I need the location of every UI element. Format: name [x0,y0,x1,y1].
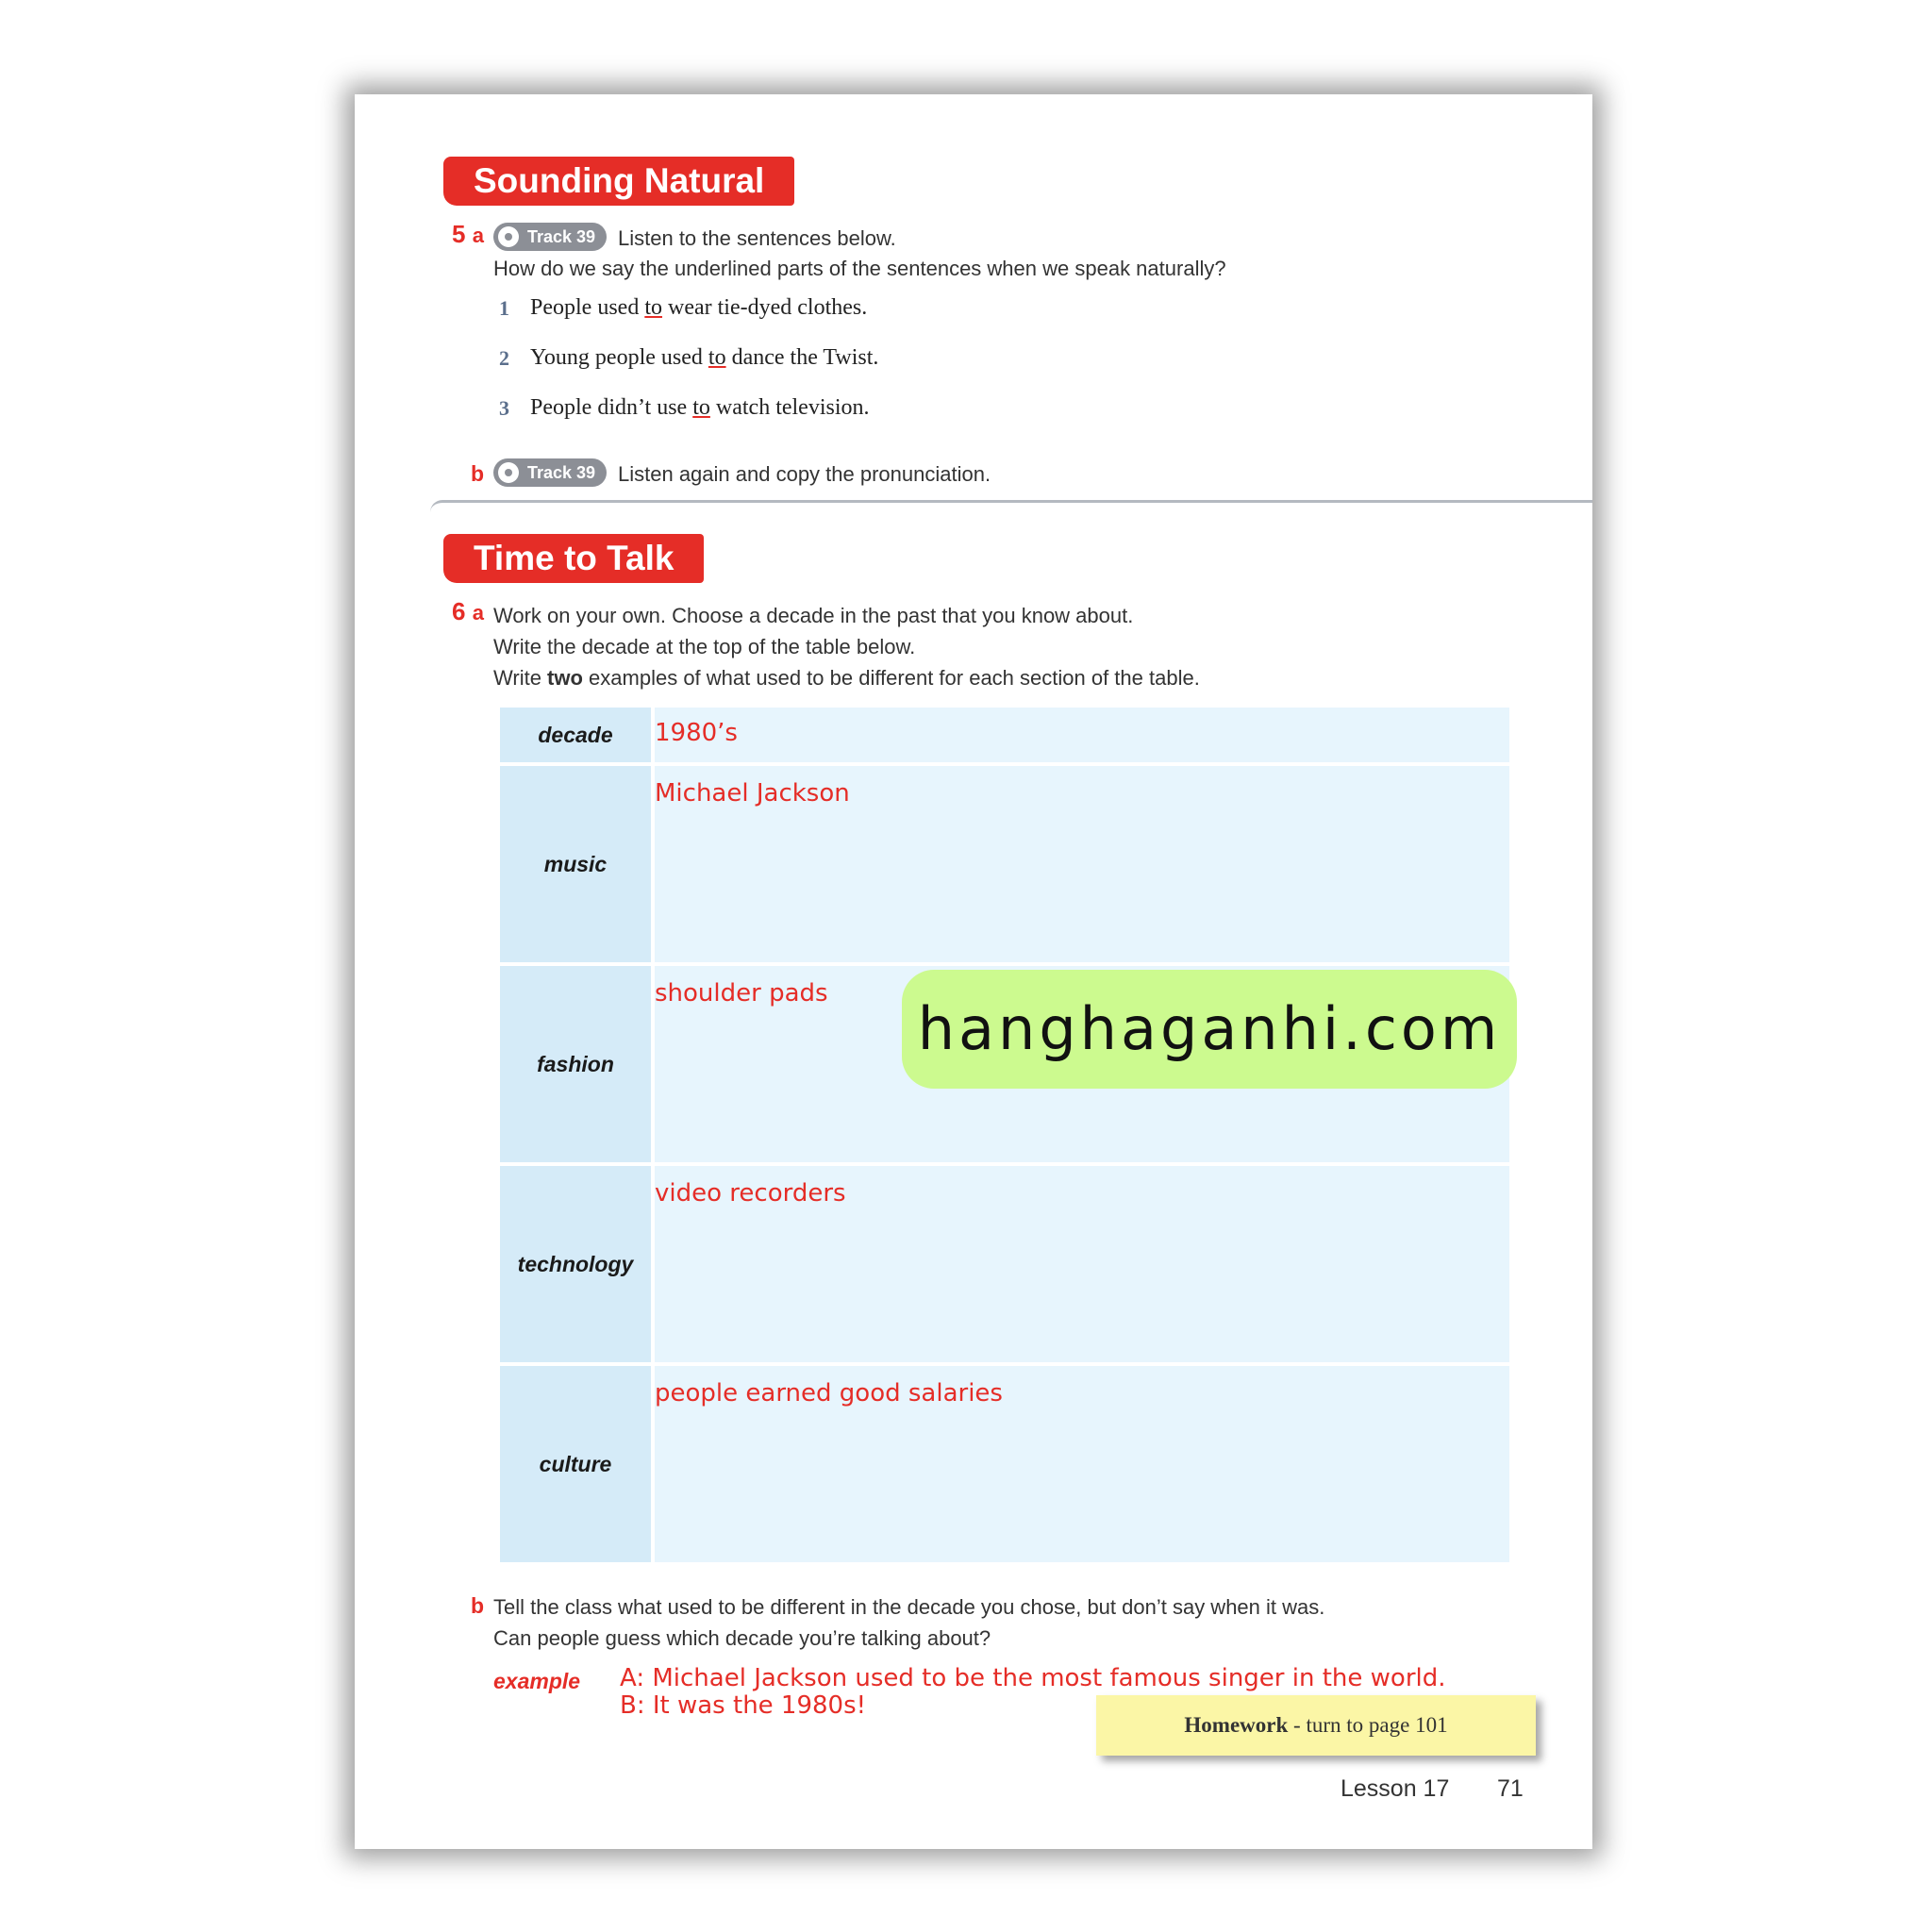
time-to-talk-banner: Time to Talk [443,534,704,583]
audio-disc-icon [498,226,519,247]
table-row [500,708,1509,762]
decade-table [496,704,1513,1566]
textbook-page [355,94,1592,1849]
part-b-label: b [471,1593,485,1618]
decade-label: decade [500,708,651,762]
part-a-label: a [472,601,484,625]
sentence-2 [530,345,878,371]
music-label: music [500,766,651,962]
example-label: example [493,1669,581,1693]
instruction-6a-line3 [493,666,1200,691]
example-answer-a: A: Michael Jackson used to be the most famous singer in the world. [620,1664,1446,1692]
underlined-word: to [692,395,710,420]
music-cell[interactable] [655,766,1509,962]
table-row [500,1366,1509,1562]
lesson-label: Lesson 17 [1341,1775,1450,1802]
watermark: hanghaganhi.com [902,970,1517,1089]
technology-value: video recorders [655,1179,846,1208]
homework-text: - turn to page 101 [1288,1713,1448,1737]
sentence-text: dance the Twist. [725,345,879,370]
exercise-5-number [452,220,484,249]
instruction-5a-line2: How do we say the underlined parts of the sentences when we speak naturally? [493,257,1226,280]
section-divider [430,500,1592,512]
instruction-text: Write [493,666,548,690]
part-a-label: a [472,224,484,247]
instruction-text: examples of what used to be different for each section of the table. [582,666,1200,690]
track-label: Track 39 [527,227,596,246]
instruction-6a-line1: Work on your own. Choose a decade in the past that you know about. [493,604,1134,627]
homework-note [1096,1695,1536,1756]
table-row [500,766,1509,962]
exercise-6-number [452,597,484,626]
homework-label: Homework [1184,1713,1289,1737]
technology-cell[interactable] [655,1166,1509,1362]
decade-cell[interactable] [655,708,1509,762]
example-answer-b: B: It was the 1980s! [620,1691,867,1720]
instruction-5b: Listen again and copy the pronunciation. [618,462,991,486]
track-39-button-b[interactable] [493,458,607,487]
exercise-number: 5 [452,220,466,248]
instruction-6b-line2: Can people guess which decade you’re talking about? [493,1626,991,1650]
underlined-word: to [644,295,662,320]
part-b-label: b [471,461,485,486]
sentence-text: watch television. [709,395,870,420]
technology-label: technology [500,1166,651,1362]
music-value: Michael Jackson [655,779,850,808]
track-39-button[interactable] [493,223,607,251]
culture-label: culture [500,1366,651,1562]
table-row [500,1166,1509,1362]
fashion-label: fashion [500,966,651,1162]
sentence-text: People used [530,295,645,320]
sentence-1 [530,295,867,321]
sentence-text: People didn’t use [530,395,693,420]
decade-value: 1980’s [655,719,738,747]
sentence-text: Young people used [530,345,708,370]
audio-disc-icon [498,462,519,483]
emphasis-text: two [547,666,583,690]
exercise-number: 6 [452,597,466,625]
sentence-number: 1 [499,296,509,320]
fashion-value: shoulder pads [655,979,828,1008]
culture-cell[interactable] [655,1366,1509,1562]
instruction-5a-line1: Listen to the sentences below. [618,226,896,250]
instruction-6a-line2: Write the decade at the top of the table below. [493,635,916,658]
page-number: 71 [1497,1775,1524,1802]
sounding-natural-banner: Sounding Natural [443,157,794,206]
track-label: Track 39 [527,463,596,482]
sentence-text: wear tie-dyed clothes. [661,295,868,320]
culture-value: people earned good salaries [655,1379,1003,1407]
instruction-6b-line1: Tell the class what used to be different in the decade you chose, but don’t say when it was. [493,1595,1325,1619]
sentence-number: 3 [499,396,509,420]
sentence-number: 2 [499,346,509,370]
underlined-word: to [708,345,726,370]
sentence-3 [530,395,870,421]
